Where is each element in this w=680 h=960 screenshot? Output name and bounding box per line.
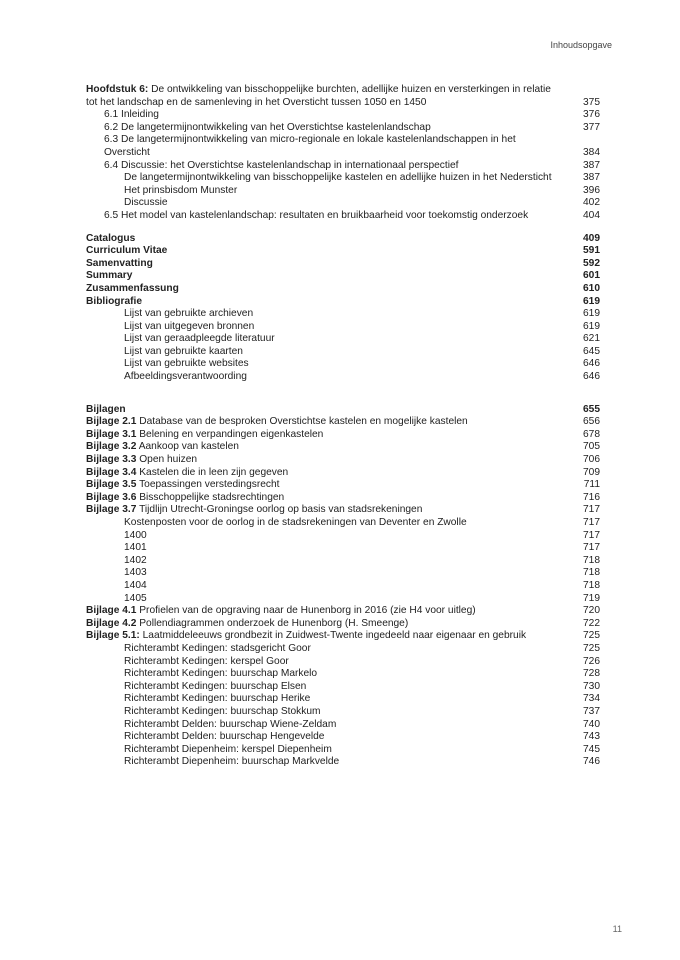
toc-section: 6.3 De langetermijnontwikkeling van micro-regionale en lokale kastelenlandschappen in het Oversticht 384	[104, 134, 600, 158]
running-header: Inhoudsopgave	[550, 40, 612, 50]
toc-appendix-sub: Richterambt Kedingen: buurschap Stokkum 737	[124, 705, 600, 717]
toc-bib-item: Lijst van geraadpleegde literatuur 621	[124, 333, 600, 345]
toc-entry-samenvatting: Samenvatting 592	[86, 257, 600, 269]
toc-appendix-5-1: Bijlage 5.1: Laatmiddeleeuws grondbezit in Zuidwest-Twente ingedeeld naar eigenaar en gebruik 725	[86, 630, 600, 642]
toc-section: 6.5 Het model van kastelenlandschap: resultaten en bruikbaarheid voor toekomstig onderzoek 404	[104, 209, 600, 221]
toc-appendix-sub: Richterambt Kedingen: buurschap Elsen 730	[124, 680, 600, 692]
table-of-contents	[86, 84, 600, 769]
toc-appendix-sub: 1405 719	[124, 592, 600, 604]
toc-entry-bijlagen: Bijlagen 655	[86, 403, 600, 415]
toc-appendix-sub: Richterambt Kedingen: kerspel Goor 726	[124, 655, 600, 667]
toc-appendix-sub: Richterambt Kedingen: buurschap Markelo 728	[124, 668, 600, 680]
toc-appendix-sub: 1403 718	[124, 567, 600, 579]
toc-appendix: Bijlage 4.2 Pollendiagrammen onderzoek de Hunenborg (H. Smeenge) 722	[86, 617, 600, 629]
toc-section: 6.2 De langetermijnontwikkeling van het Overstichtse kastelenlandschap 377	[104, 121, 600, 133]
chapter-title: De ontwikkeling van bisschoppelijke burchten, adellijke huizen en versterkingen in relatie tot het landschap en de samenleving in het Oversticht tussen 1050 en 1450	[86, 84, 551, 108]
toc-entry-cv: Curriculum Vitae 591	[86, 245, 600, 257]
toc-appendix-sub: 1400 717	[124, 529, 600, 541]
toc-appendix: Bijlage 4.1 Profielen van de opgraving naar de Hunenborg in 2016 (zie H4 voor uitleg) 720	[86, 605, 600, 617]
chapter-label: Hoofdstuk 6:	[86, 84, 149, 95]
toc-appendix-sub: Richterambt Diepenheim: buurschap Markvelde 746	[124, 756, 600, 768]
page-number: 375	[583, 96, 600, 108]
toc-appendix-sub: Richterambt Delden: buurschap Hengevelde 743	[124, 731, 600, 743]
toc-appendix-sub: Kostenposten voor de oorlog in de stadsrekeningen van Deventer en Zwolle 717	[124, 517, 600, 528]
toc-appendix-sub: Richterambt Diepenheim: kerspel Diepenheim 745	[124, 743, 600, 755]
toc-chapter-6	[86, 84, 600, 109]
toc-appendix: Bijlage 2.1 Database van de besproken Overstichtse kastelen en mogelijke kastelen 656	[86, 416, 600, 428]
toc-entry-catalogus: Catalogus 409	[86, 232, 600, 244]
toc-appendix-sub: 1402 718	[124, 554, 600, 566]
toc-subsection: Het prinsbisdom Munster 396	[124, 184, 600, 196]
toc-appendix: Bijlage 3.4 Kastelen die in leen zijn gegeven 709	[86, 466, 600, 478]
toc-section: 6.1 Inleiding 376	[104, 109, 600, 121]
toc-appendix: Bijlage 3.6 Bisschoppelijke stadsrechtingen 716	[86, 491, 600, 503]
toc-entry-zusammenfassung: Zusammenfassung 610	[86, 282, 600, 294]
toc-entry-bibliografie: Bibliografie 619	[86, 295, 600, 307]
toc-appendix: Bijlage 3.3 Open huizen 706	[86, 454, 600, 466]
toc-subsection: De langetermijnontwikkeling van bisschoppelijke kastelen en adellijke huizen in het Nedersticht 387	[124, 172, 600, 184]
toc-appendix-sub: Richterambt Kedingen: stadsgericht Goor 725	[124, 642, 600, 654]
toc-appendix-sub: Richterambt Delden: buurschap Wiene-Zeldam 740	[124, 718, 600, 730]
page-number-footer: 11	[612, 924, 622, 934]
toc-entry-summary: Summary 601	[86, 270, 600, 282]
toc-bib-item: Lijst van gebruikte kaarten 645	[124, 345, 600, 357]
toc-section: 6.4 Discussie: het Overstichtse kastelenlandschap in internationaal perspectief 387	[104, 159, 600, 171]
toc-appendix-sub: 1404 718	[124, 579, 600, 591]
toc-appendix-sub: Richterambt Kedingen: buurschap Herike 734	[124, 693, 600, 705]
toc-bib-item: Lijst van gebruikte websites 646	[124, 358, 600, 370]
toc-appendix: Bijlage 3.7 Tijdlijn Utrecht-Groningse oorlog op basis van stadsrekeningen 717	[86, 504, 600, 516]
toc-appendix: Bijlage 3.5 Toepassingen verstedingsrecht 711	[86, 479, 600, 491]
toc-subsection: Discussie 402	[124, 197, 600, 209]
toc-appendix-sub: 1401 717	[124, 542, 600, 554]
toc-appendix: Bijlage 3.1 Belening en verpandingen eigenkastelen 678	[86, 428, 600, 440]
toc-bib-item: Afbeeldingsverantwoording 646	[124, 371, 600, 383]
toc-appendix: Bijlage 3.2 Aankoop van kastelen 705	[86, 441, 600, 453]
toc-bib-item: Lijst van uitgegeven bronnen 619	[124, 320, 600, 332]
toc-bib-item: Lijst van gebruikte archieven 619	[124, 308, 600, 320]
